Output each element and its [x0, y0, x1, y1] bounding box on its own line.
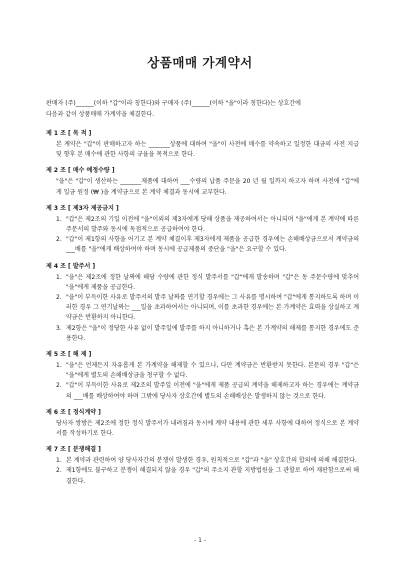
document-title: 상품매매 가계약서 — [147, 55, 253, 70]
article-title: 제 4 조 [ 발주서 ] — [46, 262, 96, 270]
clause-text: "갑"이 부득이한 사유로 제2조의 발주일 이전에 "을"에게 제품 공급의 계약을 해제하고자 하는 경우에는 계약금의 ___배를 배상하여야 하며 그밖에 당사자 상호간에 별도의 손해배상은 발생하지 않는 것으로 한다. — [66, 382, 359, 400]
article-paragraph: "을"은 "갑"이 생산하는 _______제품에 대하여 ___수량의 납품 주문을 20 년 월 일까지 하고자 하며 사전에 "갑"에게 일금 원정 (₩ )을 계약금으로 본 계약 체결과 동시에 교부한다. — [56, 178, 359, 196]
clause-number: 1. — [56, 273, 62, 281]
clause-text: "을"은 언제든지 자유롭게 본 가계약을 해제할 수 있으나, 다만 계약금은 반환받지 못한다. 본문의 경우 "갑"은 "을"에게 별도의 손해배상금을 청구할 수 없다. — [66, 362, 359, 380]
article-3 — [46, 204, 359, 256]
clause-item — [56, 324, 359, 344]
clause-item — [56, 466, 359, 486]
clause-text: 제1항에도 불구하고 분쟁이 해결되지 않을 경우 "갑"의 주소지 관할 지방법원을 그 관할로 하여 재판함으로써 해결한다. — [66, 467, 359, 485]
article-paragraph: 본 계약은 "갑"이 판매하고자 하는 _______상품에 대하여 "을"이 사전에 매수를 약속하고 일정한 대금의 사전 지급 및 향후 본 매수에 관한 사항의 규율을 목적으로 한다. — [56, 141, 359, 159]
article-paragraph: 당사자 쌍방은 제2조에 정한 정식 발주서가 내려짐과 동시에 계약 내용에 관한 세부 사항에 대하여 정식으로 본 계약서를 작성하기로 한다. — [56, 419, 359, 438]
clause-text: "갑"이 제1항의 사항을 어기고 본 계약 체결이후 제3자에게 제품을 공급한 경우에는 손해배상금으로서 계약금의 ___배를 "을"에게 배상하여야 하며 동시에 공급제품의 중단을 "을"은 요구할 수 있다. — [66, 236, 359, 254]
article-clause-list — [46, 215, 359, 256]
clause-number: 2. — [56, 294, 62, 302]
article-2 — [46, 166, 359, 197]
clause-item — [56, 456, 359, 466]
clause-text: "을"이 부득이한 사유로 발주서의 발주 날짜를 연기할 경우에는 그 사유를 명시하여 "갑"에게 통지하도록 하며 이러한 경우 그 연기날짜는 ___일을 초과하여서는 아니되며, 이를 초과한 경우에는 본 가계약은 효력을 상실하고 계약금은 반환하지 아니한다. — [66, 294, 359, 322]
clause-text: "을"은 제2조에 정한 날짜에 해당 수량에 관한 정식 발주서를 "갑"에게 발송하며 "갑"은 동 주문수량에 맞추어 "을"에게 제품을 공급한다. — [66, 273, 359, 291]
clause-item — [56, 235, 359, 255]
clause-text: "갑"은 제2조의 기일 이전에 "을"이외의 제3자에게 당해 상품을 제공하여서는 아니되며 "을"에게 본 계약에 따른 주문서의 발주와 동시에 독점적으로 공급하여야 한다. — [66, 215, 359, 234]
intro-line: 판매자 (주)______(이하 "갑"이라 칭한다)와 구매자 (주)______(이하 "을"이라 칭한다)는 상호간에 — [46, 100, 301, 107]
article-title: 제 2 조 [ 매수 예정수량 ] — [46, 167, 115, 175]
clause-number: 2. — [56, 236, 62, 244]
article-4 — [46, 262, 359, 344]
article-title: 제 5 조 [ 해 제 ] — [46, 351, 92, 359]
clause-number: 2. — [56, 382, 62, 390]
article-title: 제 6 조 [ 정식계약 ] — [46, 408, 101, 416]
clause-item — [56, 381, 359, 401]
clause-number: 2. — [56, 467, 62, 475]
clause-item — [56, 215, 359, 235]
article-7 — [46, 445, 359, 487]
article-6 — [46, 408, 359, 439]
article-1 — [46, 129, 359, 160]
articles-body — [46, 129, 359, 493]
page-number: - 1 - — [194, 537, 206, 544]
article-5 — [46, 350, 359, 402]
clause-text: 제2항은 "을"이 정당한 사유 없이 발주일에 발주를 하지 아니하거나 혹은 본 가계약의 해제를 통지한 경우에도 준용한다. — [66, 324, 359, 342]
article-title: 제 3 조 [ 제3자 제공금지 ] — [46, 204, 119, 212]
clause-number: 1. — [56, 362, 62, 370]
clause-number: 1. — [56, 457, 62, 465]
intro-line: 다음과 같이 상품매매 가계약을 체결한다. — [46, 111, 155, 118]
clause-number: 3. — [56, 324, 62, 332]
article-clause-list — [46, 361, 359, 402]
article-clause-list — [46, 456, 359, 487]
clause-number: 1. — [56, 215, 62, 223]
clause-item — [56, 293, 359, 324]
intro-paragraph — [46, 98, 358, 120]
article-title: 제 7 조 [ 분쟁해결 ] — [46, 446, 101, 454]
clause-item — [56, 273, 359, 293]
clause-text: 본 계약과 관련하여 양 당사자간의 분쟁이 발생한 경우, 원칙적으로 "갑"과 "을" 상호간의 합의에 의해 해결한다. — [66, 457, 357, 465]
clause-item — [56, 361, 359, 381]
article-clause-list — [46, 273, 359, 344]
article-title: 제 1 조 [ 목 적 ] — [46, 130, 92, 137]
